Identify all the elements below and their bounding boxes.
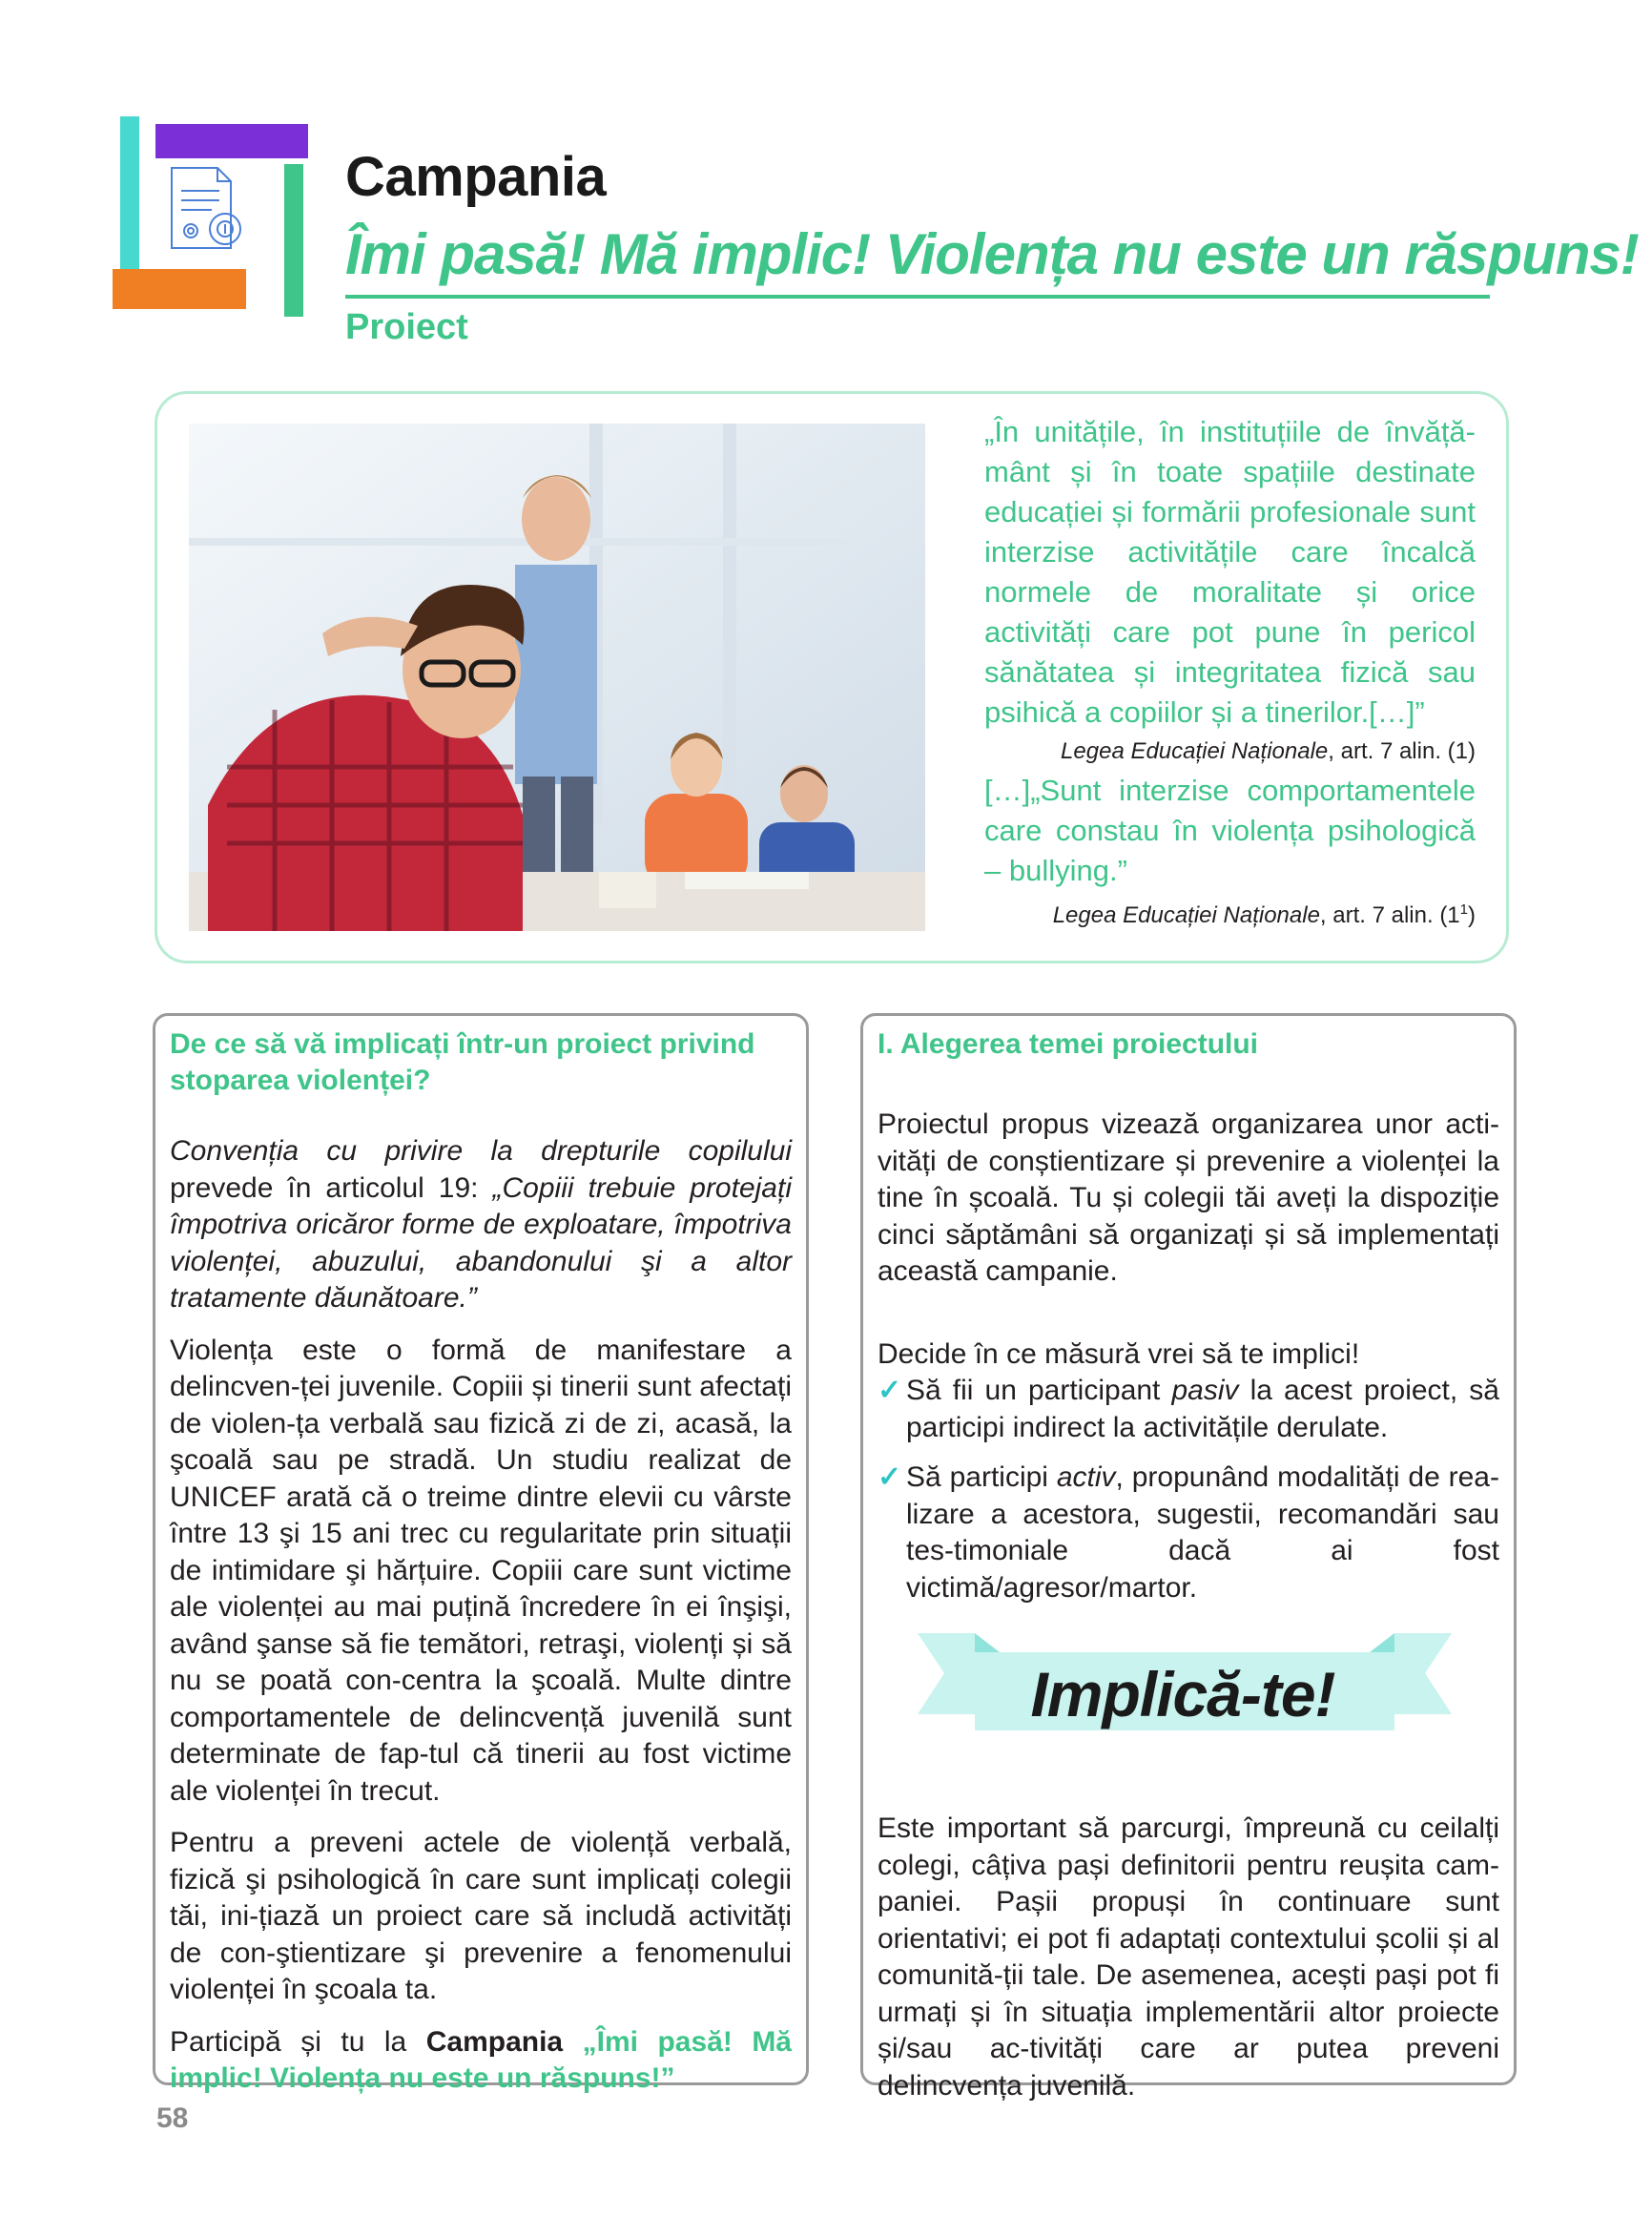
project-intro-paragraph: Proiectul propus vizează organizarea unor acti-vități de conștientizare și prevenire a violenței la tine în școală. Tu și colegii tăi aveți la dispoziție cinci săptămâni să organizați și să implementați această campanie. — [878, 1108, 1499, 1287]
superscript: 1 — [1459, 901, 1468, 918]
page-title: Campania — [345, 146, 607, 208]
right-column-body — [878, 1107, 1499, 1620]
check-icon: ✓ — [878, 1461, 902, 1493]
violence-paragraph: Violența este o formă de manifestare a delincven-ței juvenile. Copiii și tinerii sunt afectați de violen-ța verbală sau fizică zi de zi, acasă, la şcoală sau pe stradă. Un studiu realizat de UNICEF arată că o treime dintre elevii cu vârste între 13 şi 15 ani trec cu regularitate prin situații de intimidare şi hărțuire. Copiii care sunt victime ale violenței au mai puțină încredere în ei înşişi, având şanse să fie temători, retraşi, violenți și să nu se poată con-centra la şcoală. Multe dintre comportamentele de delincvență juvenilă sunt determinate de fap-tul că tinerii au fost victime ale violenței în trecut. — [170, 1334, 792, 1807]
option-emphasis: activ — [1056, 1461, 1116, 1493]
right-column-title: I. Alegerea temei proiectului — [878, 1028, 1259, 1060]
campaign-subtitle: Îmi pasă! Mă implic! Violența nu este un răspuns! — [345, 222, 1639, 286]
convention-text: prevede în articolul 19: — [170, 1171, 493, 1204]
law-quote — [984, 412, 1476, 935]
law-article-end: ) — [1468, 902, 1476, 928]
convention-paragraph — [170, 1133, 792, 1317]
decide-paragraph: Decide în ce măsură vrei să te implici! — [878, 1337, 1360, 1370]
participate-text: Participă și tu la — [170, 2025, 426, 2058]
law-title: Legea Educației Naționale — [1052, 902, 1320, 928]
law-article: , art. 7 alin. (1) — [1328, 738, 1476, 764]
quote-citation-1 — [984, 733, 1476, 771]
option-text: , propunând modalități de rea-lizare a acestora, sugestii, recomandări sau tes-timoniale dacă ai fost victimă/agresor/martor. — [906, 1461, 1499, 1604]
prevention-paragraph: Pentru a preveni actele de violență verbală, fizică şi psihologică în care sunt implicați colegii tăi, ini-țiază un proiect care să includă activități de con-ştientizare şi prevenire a fenomenului violenței în şcoala ta. — [170, 1827, 792, 2005]
option-text: Să participi — [906, 1461, 1057, 1493]
left-column-title: De ce să vă implicați într-un proiect privind stoparea violenței? — [170, 1028, 755, 1096]
convention-title: Convenția cu privire la drepturile copilului — [170, 1135, 792, 1167]
left-column-body — [170, 1133, 792, 2113]
section-label: Proiect — [345, 307, 468, 347]
option-text: la acest proiect, să participi indirect la activitățile derulate. — [906, 1375, 1499, 1443]
law-article: , art. 7 alin. (1 — [1319, 902, 1460, 928]
quote-text-2: […]„Sunt interzise comportamentele care constau în violența psihologică – bullying.” — [984, 774, 1476, 887]
participate-paragraph — [170, 2024, 792, 2098]
campaign-label: Campania — [425, 2025, 564, 2058]
quote-text-1: „În unitățile, în instituțiile de învăță-mânt și în toate spațiile destinate educației și formării profesionale sunt interzise activitățile care încalcă normele de moralitate și orice activități care pot pune în pericol sănătatea și integritatea fizică sau psihică a copiilor și a tinerilor.[…]” — [984, 415, 1476, 729]
law-title: Legea Educației Naționale — [1061, 738, 1329, 764]
check-icon: ✓ — [878, 1375, 902, 1406]
classroom-photo — [189, 424, 925, 931]
steps-paragraph: Este important să parcurgi, împreună cu ceilalți colegi, câțiva pași definitorii pentru reușita cam-paniei. Pașii propuși în continuare sunt orientativi; ei pot fi adaptați contextului școlii și al comunită-ții tale. De asemenea, acești pași pot fi urmați și în situația implementării altor proiecte și/sau ac-tivități care ar putea preveni delincvența juvenilă. — [878, 1812, 1499, 2102]
convention-quote: „Copiii trebuie protejați împotriva oricăror forme de exploatare, împotriva violenței, abuzului, abandonului şi a altor tratamente dăunătoare.” — [170, 1171, 792, 1314]
page-number: 58 — [156, 2102, 189, 2134]
option-emphasis: pasiv — [1171, 1375, 1239, 1406]
option-active — [878, 1460, 1499, 1606]
title-divider — [345, 295, 1490, 299]
option-text: Să fii un participant — [906, 1375, 1172, 1406]
document-gear-icon — [172, 168, 240, 248]
option-passive — [878, 1373, 1499, 1446]
project-logo — [113, 116, 313, 317]
campaign-name: „Îmi pasă! Mă implic! Violența nu este un răspuns!” — [170, 2025, 792, 2094]
quote-citation-2 — [984, 891, 1476, 935]
banner-text: Implică-te! — [1030, 1659, 1335, 1729]
